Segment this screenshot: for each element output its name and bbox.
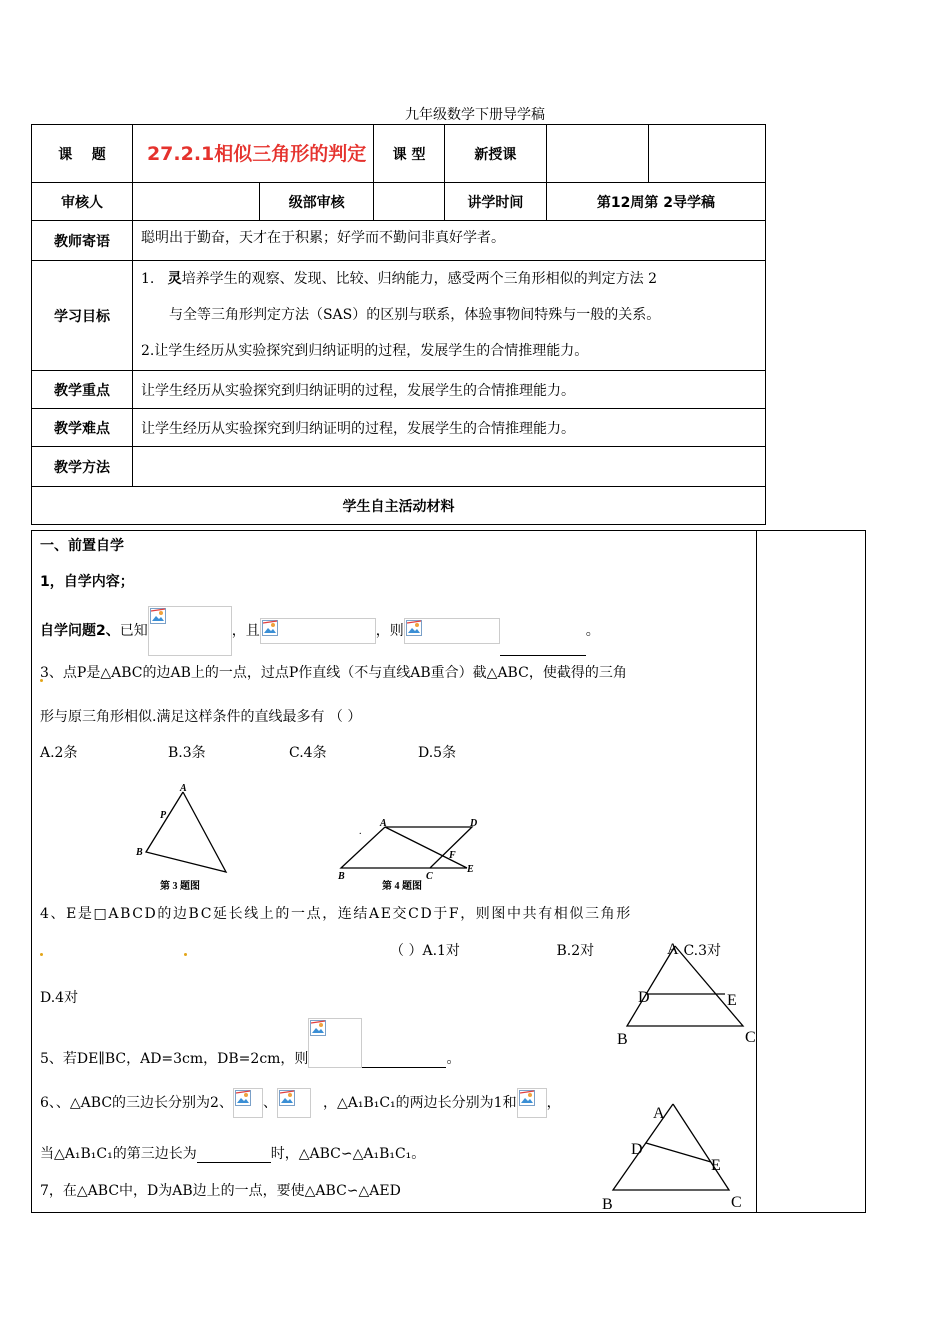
empty-cell bbox=[648, 125, 765, 183]
question-6-line-2: 当△A₁B₁C₁的第三边长为 时，△ABC∽△A₁B₁C₁。 bbox=[40, 1146, 426, 1162]
label-reviewer: 审核人 bbox=[32, 183, 133, 221]
fig4-label-e: E bbox=[467, 864, 474, 875]
question-6-line-1: 6、、△ABC的三边长分别为2、 、 ，△A₁B₁C₁的两边长分别为1和 ， bbox=[40, 1088, 561, 1118]
question-4-option-d: D.4对 bbox=[40, 990, 79, 1006]
reviewer-value bbox=[132, 183, 259, 221]
label-a: A bbox=[667, 941, 679, 958]
fig4-label-d: D bbox=[470, 818, 478, 829]
key-text: 让学生经历从实验探究到归纳证明的过程，发展学生的合情推理能力。 bbox=[132, 371, 765, 409]
formula-image-5 bbox=[233, 1088, 263, 1118]
question-2: 自学问题2、已知 ，且 ，则 。 bbox=[40, 606, 600, 656]
fig4-label-f: F bbox=[449, 850, 456, 861]
question-5: 5、若DE∥BC，AD=3cm，DB=2cm，则 。 bbox=[40, 1018, 460, 1068]
question-3-line-1: 3、点P是△ABC的边AB上的一点，过点P作直线（不与直线AB重合）截△ABC，使截得的三角 bbox=[40, 665, 627, 681]
formula-image-1 bbox=[148, 606, 232, 656]
goal-2: 2.让学生经历从实验探究到归纳证明的过程，发展学生的合情推理能力。 bbox=[140, 343, 589, 359]
fig3-label-a: A bbox=[180, 783, 187, 794]
label-grade-review: 级部审核 bbox=[260, 183, 374, 221]
empty-cell bbox=[546, 125, 648, 183]
formula-image-7 bbox=[517, 1088, 547, 1118]
broken-image-icon bbox=[235, 1090, 251, 1106]
label-e: E bbox=[711, 1157, 721, 1174]
marker-dot bbox=[184, 953, 187, 956]
option-b: B.2对 bbox=[556, 943, 595, 959]
option-d: D.5条 bbox=[418, 745, 457, 761]
formula-image-4 bbox=[308, 1018, 362, 1068]
fig4-label-b: B bbox=[338, 871, 345, 882]
label-b: B bbox=[617, 1031, 628, 1048]
figure-3 bbox=[146, 792, 226, 872]
motto: 聪明出于勤奋，天才在于积累；好学而不勤问非真好学者。 bbox=[132, 221, 765, 261]
option-c: C.3对 bbox=[683, 943, 722, 959]
label-d: D bbox=[638, 989, 650, 1006]
figure-q4-triangle bbox=[605, 938, 765, 1050]
header-table bbox=[31, 124, 766, 525]
answer-blank[interactable] bbox=[362, 1049, 446, 1068]
section-1-heading: 一、前置自学 bbox=[40, 538, 124, 554]
label-method: 教学方法 bbox=[32, 447, 133, 487]
option-c: C.4条 bbox=[289, 745, 327, 761]
label-teach-time: 讲学时间 bbox=[444, 183, 546, 221]
broken-image-icon bbox=[150, 608, 166, 624]
answer-blank[interactable] bbox=[500, 637, 586, 656]
question-4-options: （ ）A.1对 B.2对 C.3对 bbox=[390, 940, 721, 960]
goals bbox=[132, 261, 765, 371]
label-d: D bbox=[631, 1141, 643, 1158]
self-study-heading: 1，自学内容； bbox=[40, 574, 134, 590]
broken-image-icon bbox=[262, 620, 278, 636]
materials-heading: 学生自主活动材料 bbox=[32, 487, 766, 525]
figure-q7-triangle bbox=[595, 1100, 760, 1215]
answer-blank[interactable] bbox=[197, 1146, 271, 1163]
formula-image-3 bbox=[404, 618, 500, 644]
grade-review-value bbox=[374, 183, 445, 221]
broken-image-icon bbox=[279, 1090, 295, 1106]
difficulty-text: 让学生经历从实验探究到归纳证明的过程，发展学生的合情推理能力。 bbox=[132, 409, 765, 447]
broken-image-icon bbox=[519, 1090, 535, 1106]
fig3-caption: 第 3 题图 bbox=[160, 881, 200, 892]
label-b: B bbox=[602, 1196, 613, 1213]
label-ketimu: 课 题 bbox=[32, 125, 133, 183]
label-lesson-type: 课 型 bbox=[374, 125, 445, 183]
question-7: 7，在△ABC中，D为AB边上的一点，要使△ABC∽△AED bbox=[40, 1183, 401, 1199]
broken-image-icon bbox=[310, 1020, 326, 1036]
label-key: 教学重点 bbox=[32, 371, 133, 409]
method-value bbox=[132, 447, 765, 487]
label-c: C bbox=[745, 1029, 756, 1046]
figures-3-and-4 bbox=[130, 782, 500, 897]
option-b: B.3条 bbox=[168, 745, 206, 761]
question-3-line-2: 形与原三角形相似.满足这样条件的直线最多有 （ ） bbox=[40, 709, 362, 725]
fig4-label-a: A bbox=[380, 818, 387, 829]
teach-time: 第12周第 2导学稿 bbox=[546, 183, 765, 221]
label-e: E bbox=[727, 992, 737, 1009]
document-title: 九年级数学下册导学稿 bbox=[405, 107, 545, 123]
fig4-caption: 第 4 题图 bbox=[382, 881, 422, 892]
label-c: C bbox=[731, 1194, 742, 1211]
fig4-label-c: C bbox=[426, 871, 433, 882]
topic-cell bbox=[132, 125, 373, 183]
label-motto: 教师寄语 bbox=[32, 221, 133, 261]
question-4-line-1: 4、E是□ABCD的边BC延长线上的一点，连结AE交CD于F，则图中共有相似三角形 bbox=[40, 906, 632, 922]
fig3-label-p: P bbox=[160, 810, 167, 821]
label-difficulty: 教学难点 bbox=[32, 409, 133, 447]
goal-1-line-2: 与全等三角形判定方法（SAS）的区别与联系，体验事物间特殊与一般的关系。 bbox=[168, 307, 661, 323]
question-3-options bbox=[40, 742, 456, 762]
topic-title: 27.2.1相似三角形的判定 bbox=[146, 142, 367, 165]
formula-image-6 bbox=[277, 1088, 311, 1118]
formula-image-2 bbox=[260, 618, 376, 644]
goal-1-line-1: 1. 灵培养学生的观察、发现、比较、归纳能力，感受两个三角形相似的判定方法 2 bbox=[140, 271, 658, 287]
marker-dot bbox=[40, 953, 43, 956]
broken-image-icon bbox=[406, 620, 422, 636]
fig4-dot: . bbox=[359, 826, 362, 837]
fig3-label-b: B bbox=[136, 847, 143, 858]
lesson-type: 新授课 bbox=[444, 125, 546, 183]
label-goals: 学习目标 bbox=[32, 261, 133, 371]
label-a: A bbox=[653, 1105, 665, 1122]
option-a: A.2条 bbox=[40, 745, 78, 761]
option-a: A.1对 bbox=[422, 943, 460, 959]
